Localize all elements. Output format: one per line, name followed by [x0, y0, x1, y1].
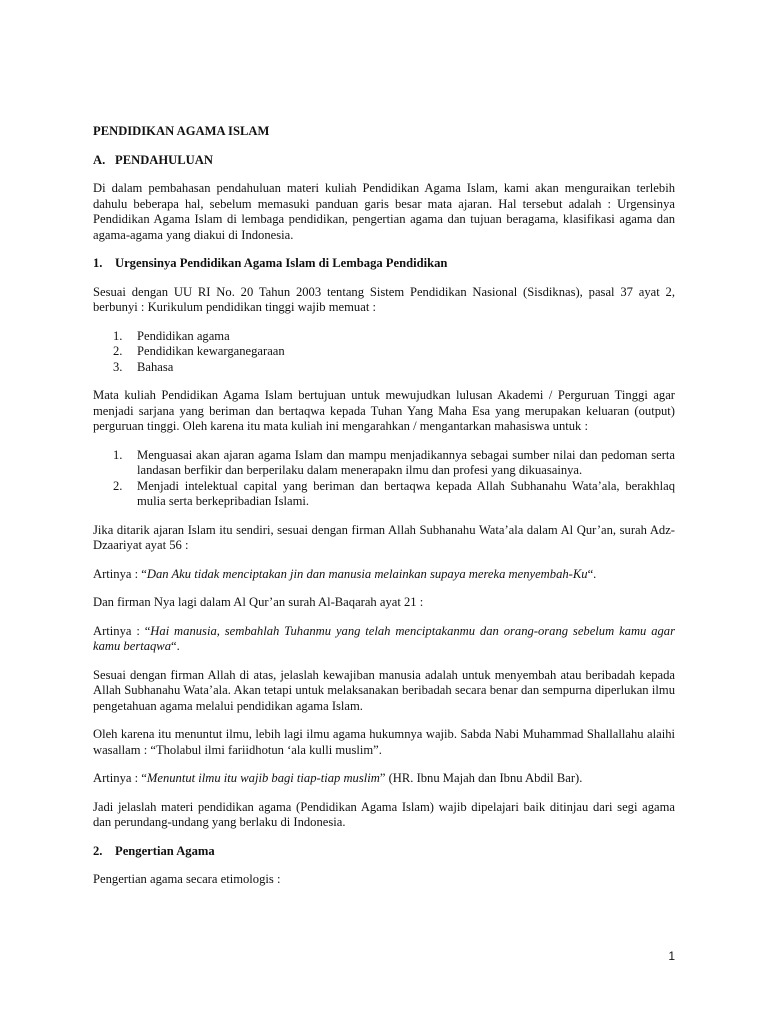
curriculum-list [93, 329, 675, 376]
section-1-number: 1. [93, 256, 103, 270]
artinya-2-paragraph: Artinya : “Hai manusia, sembahlah Tuhanmu yang telah menciptakanmu dan orang-orang sebelum kamu agar kamu bertaqwa“. [93, 623, 675, 653]
list-item: 1. Menguasai akan ajaran agama Islam dan mampu menjadikannya sebagai sumber nilai dan pedoman serta landasan berfikir dan berperilaku dalam menerapakn ilmu dan profesi yang dikuasainya. [113, 447, 675, 477]
section-1-heading [93, 256, 675, 272]
worship-paragraph: Sesuai dengan firman Allah di atas, jelaslah kewajiban manusia adalah untuk menyembah atau beribadah kepada Allah Subhanahu Wata’ala. Akan tetapi untuk melaksanakan beribadah secara benar dan sempurna diperlukan ilmu pengetahuan agama melalui pendidikan agama Islam. [93, 667, 675, 713]
goal-paragraph: Mata kuliah Pendidikan Agama Islam bertujuan untuk mewujudkan lulusan Akademi / Perguruan Tinggi agar menjadi sarjana yang beriman dan bertaqwa kepada Tuhan Yang Maha Esa yang merupakan keluaran (output) perguruan tinggi. Oleh karena itu mata kuliah ini mengarahkan / mengantarkan mahasiswa untuk : [93, 388, 675, 433]
quran-translation-quote: Dan Aku tidak menciptakan jin dan manusia melainkan supaya mereka menyembah-Ku [146, 566, 588, 581]
document-title: PENDIDIKAN AGAMA ISLAM [93, 124, 270, 138]
section-2-label: Pengertian Agama [115, 843, 215, 858]
etymology-line: Pengertian agama secara etimologis : [93, 872, 281, 886]
quran-intro-paragraph: Jika ditarik ajaran Islam itu sendiri, sesuai dengan firman Allah Subhanahu Wata’ala dalam Al Qur’an, surah Adz-Dzaariyat ayat 56 : [93, 522, 675, 552]
section-a-heading [93, 153, 675, 169]
artinya-1-paragraph: Artinya : “Dan Aku tidak menciptakan jin dan manusia melainkan supaya mereka menyembah-Ku“. [93, 566, 597, 581]
page-number: 1 [668, 949, 675, 963]
section-a-label: PENDAHULUAN [115, 152, 213, 167]
goal-list [93, 448, 675, 510]
conclusion-paragraph: Jadi jelaslah materi pendidikan agama (Pendidikan Agama Islam) wajib dipelajari baik ditinjau dari segi agama dan perundang-undang yang berlaku di Indonesia. [93, 799, 675, 829]
intro-paragraph: Di dalam pembahasan pendahuluan materi kuliah Pendidikan Agama Islam, kami akan menguraikan terlebih dahulu beberapa hal, sebelum memasuki panduan garis besar mata ajaran. Hal tersebut adalah : Urgensinya Pendidikan Agama Islam di lembaga pendidikan, pengertian agama dan tujuan beragama, klasifikasi agama dan agama-agama yang diakui di Indonesia. [93, 181, 675, 242]
list-item: 2. Menjadi intelektual capital yang beriman dan bertaqwa kepada Allah Subhanahu Wata’ala, berakhlaq mulia serta berkepribadian Islami. [113, 478, 675, 508]
section-a-number: A. [93, 152, 106, 167]
section-1-label: Urgensinya Pendidikan Agama Islam di Lembaga Pendidikan [115, 256, 448, 270]
list-item: 1. Pendidikan agama [113, 328, 230, 343]
list-item: 2. Pendidikan kewarganegaraan [113, 344, 285, 358]
hadith-paragraph: Oleh karena itu menuntut ilmu, lebih lagi ilmu agama hukumnya wajib. Sabda Nabi Muhammad Shallallahu alaihi wasallam : “Tholabul ilmi fariidhotun ‘ala kulli muslim”. [93, 727, 675, 757]
section-2-number: 2. [93, 843, 103, 858]
quran-translation-quote: Hai manusia, sembahlah Tuhanmu yang telah menciptakanmu dan orang-orang sebelum kamu agar kamu bertaqwa [93, 623, 675, 653]
artinya-3-paragraph: Artinya : “Menuntut ilmu itu wajib bagi tiap-tiap muslim” (HR. Ibnu Majah dan Ibnu Abdil Bar). [93, 771, 583, 785]
document-body [93, 124, 675, 901]
section-2-heading [93, 844, 675, 860]
baqarah-intro-paragraph: Dan firman Nya lagi dalam Al Qur’an surah Al-Baqarah ayat 21 : [93, 595, 424, 609]
hadith-translation-quote: Menuntut ilmu itu wajib bagi tiap-tiap muslim [146, 771, 380, 785]
list-item: 3. Bahasa [113, 359, 174, 374]
uu-paragraph: Sesuai dengan UU RI No. 20 Tahun 2003 tentang Sistem Pendidikan Nasional (Sisdiknas), pasal 37 ayat 2, berbunyi : Kurikulum pendidikan tinggi wajib memuat : [93, 284, 675, 314]
